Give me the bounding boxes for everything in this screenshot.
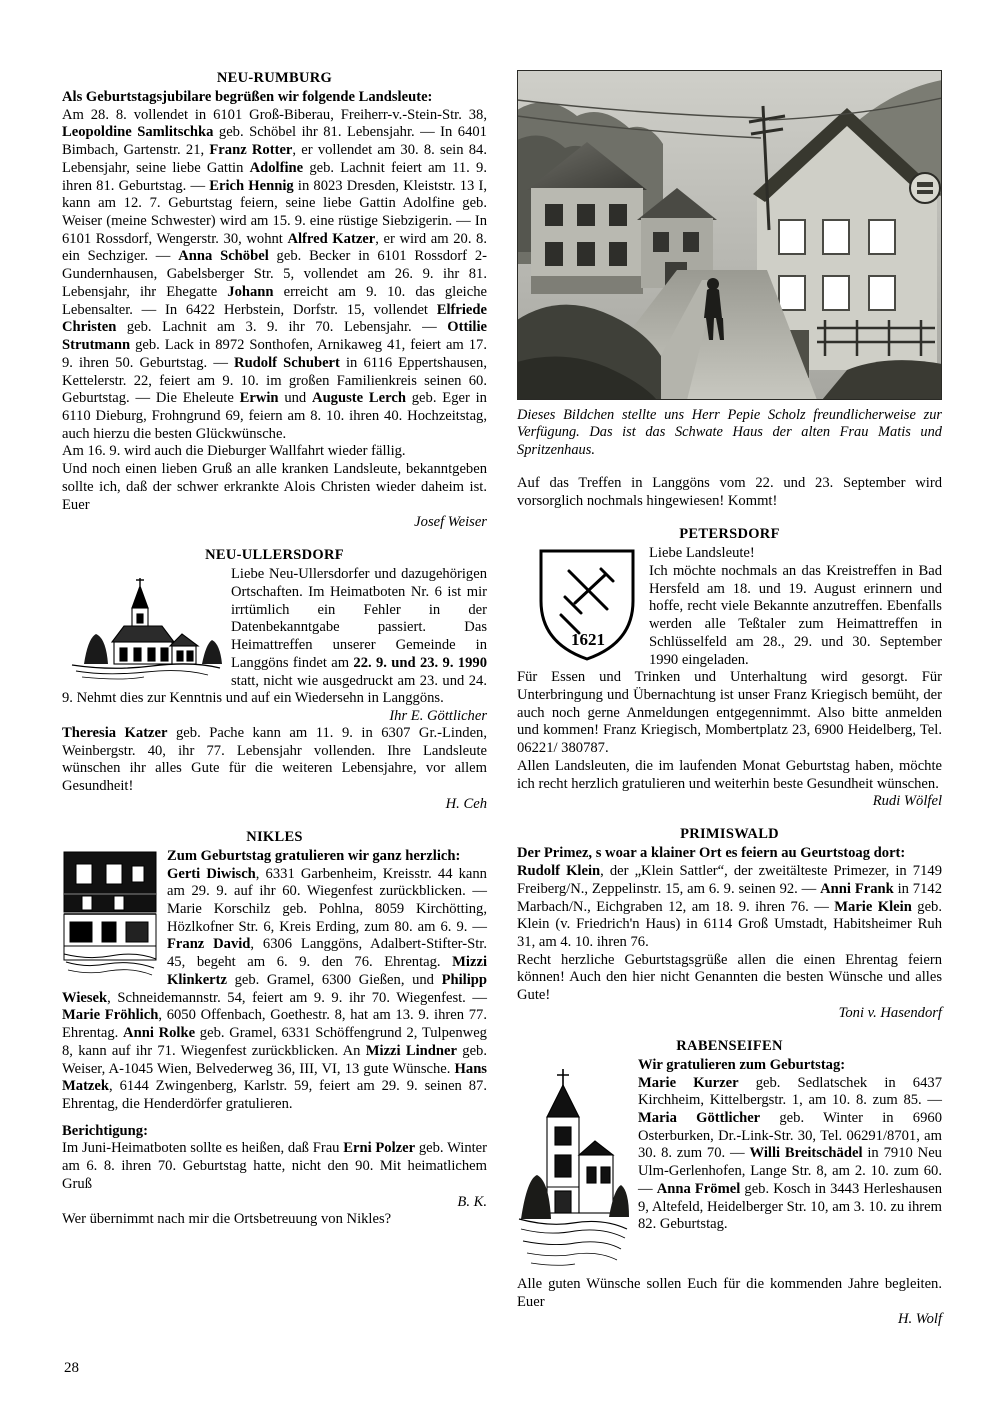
church-illustration-neu-ullersdorf bbox=[62, 568, 222, 688]
neu-rumburg-body: Am 28. 8. vollendet in 6101 Groß-Biberau, Freiherr-v.-Stein-Str. 38, Leopoldine Samlitschka geb. Schöbel ihr 81. Lebensjahr. — In 6401 Bimbach, Gartenstr. 21, Franz Rotter, er vollendet am 30. 8. sein 84. Lebensjahr, seine liebe Gattin Adolfine geb. Lachnit feiert am 11. 9. ihren 81. Geburtstag. — Erich Hennig in 8023 Dresden, Kleiststr. 13 I, kann am 12. 7. Geburtstag feiern, seine liebe Gattin Adolfine geb. Weiser (meine Schwester) wird am 15. 9. eine rüstige Siebzigerin. — In 6101 Rossdorf, Wengerstr. 30, wohnt Alfred Katzer, er wird am 20. 8. ein Sechziger. — Anna Schöbel geb. Becker in 6101 Rossdorf 2-Gundernhausen, Gabelsberger Str. 5, vollendet am 26. 9. ihr 81. Lebensjahr, ihr Ehegatte Johann erreicht am 9. 10. das gleiche Lebensalter. — In 6422 Herbstein, Dorfstr. 15, vollendet Elfriede Christen geb. Lachnit am 3. 9. ihr 70. Lebensjahr. — Ottilie Strutmann geb. Lack in 8972 Sonthofen, Arnikaweg 41, feiert am 17. 9. ihren 50. Geburtstag. — Rudolf Schubert in 6116 Eppertshausen, Kettelerstr. 22, feiert am 9. 10. im großen Familienkreis seinen 60. Geburtstag. — Die Eheleute Erwin und Auguste Lerch geb. Eger in 6110 Dieburg, Frohngrund 69, feiern am 8. 10. ihren 40. Hochzeitstag, auch hierzu die besten Glückwünsche. bbox=[62, 106, 488, 442]
rabenseifen-body: Marie Kurzer geb. Sedlatschek in 6437 Kirchheim, Kittelbergstr. 1, am 10. 8. zum 85. — Maria Göttlicher geb. Winter in 6960 Osterburken, Dr.-Link-Str. 30, Tel. 06291/8701, am 30. 8. zum 70. — Willi Breitschädel in 7910 Neu Ulm-Gerlenhofen, Lange Str. 8, am 2. 10. zum 60. — Anna Frömel geb. Kosch in 3443 Herleshausen 9, Altefeld, Heidelberger Str. 10, am 3. 10. zu ihrem 82. Geburtstag. bbox=[638, 1074, 942, 1233]
nikles-lead: Zum Geburtstag gratulieren wir ganz herzlich: bbox=[167, 847, 461, 864]
nikles-body-3: Wer übernimmt nach mir die Ortsbetreuung von Nikles? bbox=[62, 1210, 392, 1227]
primiswald-lead: Der Primez, s woar a klainer Ort es feiern au Geurtstoag dort: bbox=[517, 845, 906, 862]
rabenseifen-signature: H. Wolf bbox=[897, 1311, 942, 1328]
coat-of-arms-petersdorf bbox=[535, 545, 639, 668]
rabenseifen-body-2: Alle guten Wünsche sollen Euch für die kommenden Jahre begleiten. Euer bbox=[517, 1275, 942, 1310]
neu-rumburg-signature: Josef Weiser bbox=[414, 514, 487, 531]
nikles-body-2: Im Juni-Heimatboten sollte es heißen, daß Frau Erni Polzer geb. Winter am 6. 8. ihren 70. Geburtstag hatte, nicht den 90. Mit heimatlichem Gruß bbox=[62, 1140, 488, 1192]
neu-ullersdorf-signature-1: Ihr E. Göttlicher bbox=[389, 708, 487, 724]
primiswald-body: Rudolf Klein, der „Klein Sattler“, der zweitälteste Primezer, in 7149 Freiberg/N., Zeppelinstr. 15, am 6. 9. seinen 92. — Anni Frank in 7142 Marbach/N., Eichgraben 12, am 18. 9. ihren 76. — Marie Klein geb. Klein (v. Friedrich'n Haus) in 6114 Groß Umstadt, Habitsheimer Ruh 31, am 4. 10. ihren 76. bbox=[517, 863, 942, 950]
primiswald-signature: Toni v. Hasendorf bbox=[838, 1004, 942, 1021]
left-column bbox=[62, 70, 487, 1328]
primiswald-body-2: Recht herzliche Geburtstagsgrüße allen die einen Ehrentag feiern können! Auch den hier nicht Genannten die besten Wünsche und alles Gute! bbox=[517, 951, 942, 1004]
petersdorf-greeting: Liebe Landsleute! bbox=[649, 545, 755, 562]
section-title-neu-ullersdorf: NEU-ULLERSDORF bbox=[205, 547, 344, 564]
section-title-petersdorf: PETERSDORF bbox=[679, 526, 780, 543]
village-photograph bbox=[517, 70, 942, 400]
nikles-signature: B. K. bbox=[457, 1193, 487, 1210]
neu-ullersdorf-body: Liebe Neu-Ullersdorfer und dazugehörigen Ortschaften. Im Heimatboten Nr. 6 ist mir irrtümlich ein Fehler in der Datenbekanntgabe passiert. Das Heimattreffen unserer Gemeinde in Langgöns findet am 22. 9. und 23. 9. 1990 statt, nicht wie ausgedruckt am 23. und 24. 9. Nehmt dies zur Kenntnis und auf ein Wiedersehn in Langgöns. bbox=[62, 566, 487, 707]
section-title-neu-rumburg: NEU-RUMBURG bbox=[216, 70, 333, 86]
neu-rumburg-lead: Als Geburtstagsjubilare begrüßen wir folgende Landsleute: bbox=[62, 89, 433, 105]
neu-rumburg-body-2: Am 16. 9. wird auch die Dieburger Wallfahrt wieder fällig. bbox=[62, 443, 406, 460]
petersdorf-body-3: Allen Landsleuten, die im laufenden Monat Geburtstag haben, möchte ich recht herzlich gratulieren und weiterhin beste Gesundheit wünschen. bbox=[517, 757, 942, 792]
church-tower-illustration-rabenseifen bbox=[517, 1059, 629, 1274]
right-column bbox=[517, 70, 942, 1328]
neu-rumburg-body-3: Und noch einen lieben Gruß an alle kranken Landsleute, bekanntgeben sollte ich, daß der schwer erkrankte Alois Christen wieder daheim ist. Euer bbox=[62, 461, 487, 513]
petersdorf-body-2: Für Essen und Trinken und Unterhaltung wird gesorgt. Für Unterbringung und Übernachtung ist unser Franz Kriegisch bemüht, der auch noch gerne Anmeldungen entgegennimmt. Also bitte anmelden und kommen! Franz Kriegisch, Mombertplatz 23, 6900 Heidelberg, Tel. 06221/ 380787. bbox=[517, 669, 942, 757]
neu-ullersdorf-body-2: Theresia Katzer geb. Pache kann am 11. 9. in 6307 Gr.-Linden, Weinbergstr. 40, ihr 77. Lebensjahr vollenden. Ihre Landsleute wünschen ihr alles Gute für die weiteren Lebensjahre, vor allem Gesundheit! bbox=[62, 725, 488, 795]
langgoens-note: Auf das Treffen in Langgöns vom 22. und 23. September wird vorsorglich nochmals hingewiesen! Kommt! bbox=[517, 474, 942, 509]
petersdorf-signature: Rudi Wölfel bbox=[872, 793, 942, 810]
section-title-nikles: NIKLES bbox=[246, 828, 303, 845]
rabenseifen-lead: Wir gratulieren zum Geburtstag: bbox=[638, 1056, 846, 1073]
petersdorf-body: Ich möchte nochmals an das Kreistreffen in Bad Hersfeld am 18. und 19. August erinnern und hoffe, recht viele Bekannte anzutreffen. Ebenfalls werden alle Teßtaler zum Heimattreffen in Schlüsselfeld am 28., 29. und 30. September 1990 eingeladen. bbox=[649, 563, 942, 668]
two-column-layout bbox=[62, 70, 942, 1328]
neu-ullersdorf-signature-2: H. Ceh bbox=[445, 795, 487, 812]
nikles-body: Gerti Diwisch, 6331 Garbenheim, Kreisstr. 44 kann am 29. 9. auf ihr 60. Wiegenfest zurückblicken. — Marie Korschilz geb. Pohlna, 8059 Kirchötting, Hözlkofner Str. 6, Kreis Erding, zum 80. am 6. 9. — Franz David, 6306 Langgöns, Adalbert-Stifter-Str. 45, begeht am 6. 9. den 76. Ehrentag. Mizzi Klinkertz geb. Gramel, 6300 Gießen, und Philipp Wiesek, Schneidemannstr. 54, feiert am 9. 9. ihr 70. Wiegenfest. — Marie Fröhlich, 6050 Offenbach, Goethestr. 8, hat am 13. 9. ihren 77. Ehrentag. Anni Rolke geb. Gramel, 6331 Schöffengrund 2, Tulpenweg 8, kann auf ihr 71. Wiegenfest zurückblicken. An Mizzi Lindner geb. Weiser, A-1045 Wien, Belvederweg 36, III, VI, 13 gute Wünsche. Hans Matzek, 6144 Zwingenberg, Karlstr. 59, feiert am 29. 9. seinen 87. Ehrentag, die Henderdörfer gratulieren. bbox=[62, 865, 487, 1112]
section-title-primiswald: PRIMISWALD bbox=[680, 826, 779, 843]
section-title-rabenseifen: RABENSEIFEN bbox=[676, 1037, 783, 1054]
house-illustration-nikles bbox=[62, 850, 158, 985]
photo-caption: Dieses Bildchen stellte uns Herr Pepie Scholz freundlicherweise zur Verfügung. Das ist das Schwate Haus der alten Frau Matis und Spritzenhaus. bbox=[517, 407, 942, 458]
nikles-subhead: Berichtigung: bbox=[62, 1122, 148, 1139]
page-number: 28 bbox=[64, 1360, 79, 1376]
crest-year-text: 1621 bbox=[571, 630, 605, 650]
